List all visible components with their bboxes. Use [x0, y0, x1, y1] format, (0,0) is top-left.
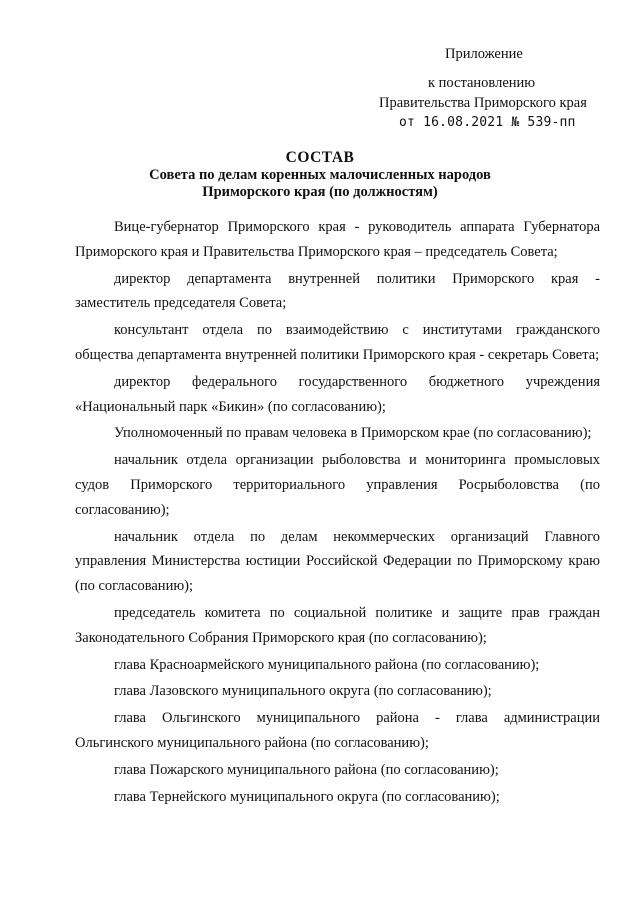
member-item: глава Лазовского муниципального округа (по согласованию); [114, 683, 492, 700]
member-item: глава Ольгинского муниципального района - глава администрации Ольгинского муниципального района (по согласованию); [75, 710, 600, 751]
member-item: глава Пожарского муниципального района (по согласованию); [114, 761, 499, 778]
member-item: директор департамента внутренней политики Приморского края - заместитель председателя Совета; [75, 270, 600, 312]
document-title [0, 149, 640, 202]
member-item: Вице-губернатор Приморского края - руководитель аппарата Губернатора Приморского края и Правительства Приморского края – председатель Совета; [75, 219, 600, 260]
member-item: глава Красноармейского муниципального района (по согласованию); [114, 656, 540, 673]
member-item: консультант отдела по взаимодействию с институтами гражданского общества департамента внутренней политики Приморского края - секретарь Совета; [75, 322, 600, 363]
member-item: Уполномоченный по правам человека в Приморском крае (по согласованию); [114, 425, 592, 442]
member-item: директор федерального государственного бюджетного учреждения «Национальный парк «Бикин» (по согласованию); [75, 373, 600, 415]
title-heading: СОСТАВ [285, 149, 355, 166]
resolution-date-number: от 16.08.2021 № 539-пп [399, 115, 576, 130]
resolution-label: к постановлению [428, 75, 536, 91]
member-item: начальник отдела по делам некоммерческих организаций Главного управления Министерства юстиции Российской Федерации по Приморскому краю (по согласованию); [75, 528, 600, 595]
title-subheading-2: Приморского края (по должностям) [202, 184, 438, 200]
government-label: Правительства Приморского края [379, 95, 587, 111]
member-item: начальник отдела организации рыболовства и мониторинга промысловых судов Приморского территориального управления Росрыболовства (по согласованию); [75, 452, 600, 518]
title-subheading-1: Совета по делам коренных малочисленных народов [149, 166, 491, 183]
document-header [360, 44, 600, 133]
appendix-label: Приложение [445, 46, 523, 62]
member-item: председатель комитета по социальной политике и защите прав граждан Законодательного Собрания Приморского края (по согласованию); [75, 604, 600, 646]
member-list [75, 215, 600, 811]
member-item: глава Тернейского муниципального округа (по согласованию); [114, 788, 500, 805]
